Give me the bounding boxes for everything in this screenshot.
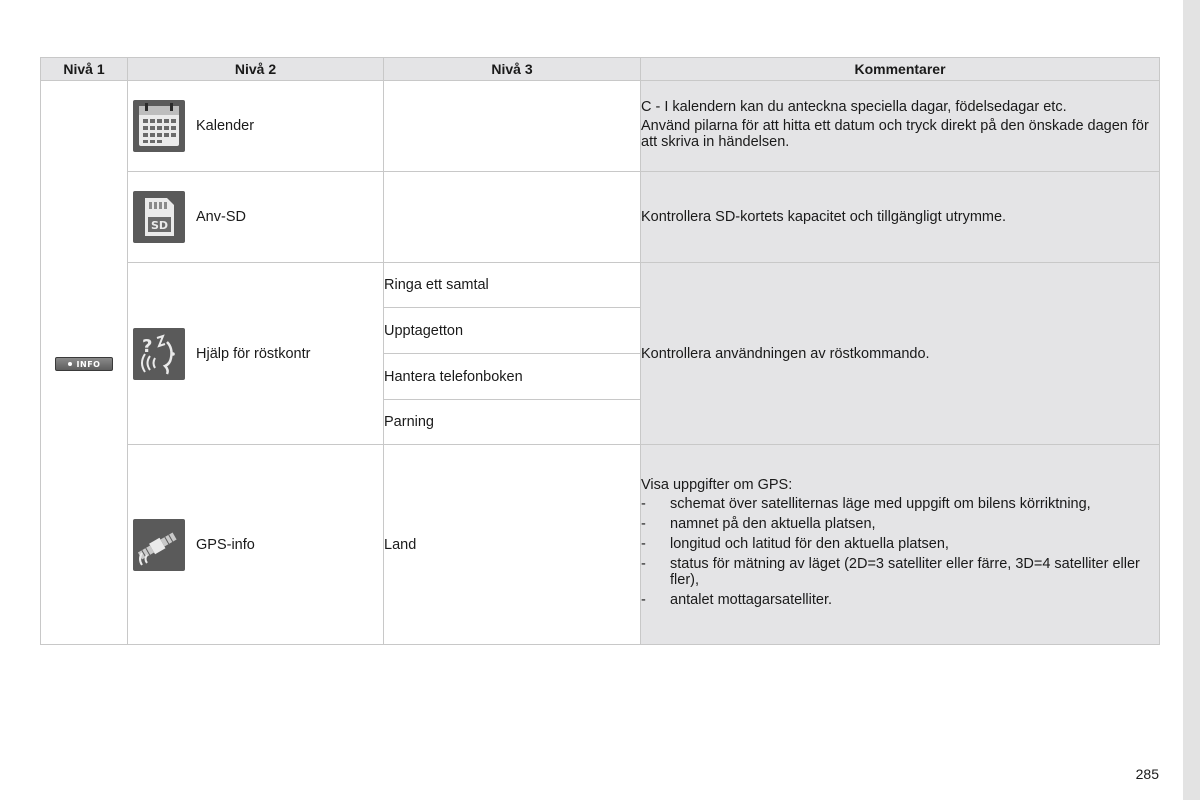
level3-voice-item-2[interactable]: Upptagetton xyxy=(384,308,641,354)
comment-calendar-line-1: C - I kalendern kan du anteckna speciella dagar, födelsedagar etc. xyxy=(641,99,1067,115)
table-row-voice-1 xyxy=(41,263,1160,308)
level2-gps-cell[interactable] xyxy=(128,445,384,645)
list-item-text: antalet mottagarsatelliter. xyxy=(670,592,833,608)
level3-voice-item-3[interactable]: Hantera telefonboken xyxy=(384,354,641,400)
level3-voice-item-4[interactable]: Parning xyxy=(384,400,641,445)
level2-calendar-cell[interactable] xyxy=(128,81,384,172)
level3-voice-item-1[interactable]: Ringa ett samtal xyxy=(384,263,641,308)
info-button-dot xyxy=(68,362,72,366)
level2-sd-cell[interactable] xyxy=(128,172,384,263)
info-button[interactable] xyxy=(55,357,113,371)
list-item xyxy=(641,536,1159,552)
svg-text:?: ? xyxy=(142,335,153,357)
table-row-sd xyxy=(41,172,1160,263)
list-item-text: status för mätning av läget (2D=3 satelliter eller färre, 3D=4 satelliter eller fler), xyxy=(670,556,1140,588)
dash-mark: - xyxy=(641,496,646,512)
comment-gps xyxy=(641,445,1160,645)
list-item-text: namnet på den aktuella platsen, xyxy=(670,516,876,532)
list-item-text: schemat över satelliternas läge med uppgift om bilens körriktning, xyxy=(670,496,1091,512)
comment-gps-intro: Visa uppgifter om GPS: xyxy=(641,477,793,493)
level2-calendar-label: Kalender xyxy=(196,118,255,134)
table-row-gps xyxy=(41,445,1160,645)
page-number: 285 xyxy=(1135,766,1159,782)
level2-sd-label: Anv-SD xyxy=(196,209,246,225)
comment-gps-list xyxy=(641,496,1159,608)
level3-calendar-empty xyxy=(384,81,641,172)
menu-levels-table xyxy=(40,57,1160,645)
dash-mark: - xyxy=(641,536,646,552)
level2-voice-label: Hjälp för röstkontr xyxy=(196,345,311,362)
level1-cell xyxy=(41,81,128,645)
header-level2: Nivå 2 xyxy=(128,58,384,81)
level3-gps-item[interactable]: Land xyxy=(384,445,641,645)
comment-sd: Kontrollera SD-kortets kapacitet och tillgängligt utrymme. xyxy=(641,172,1160,263)
voice-command-icon xyxy=(133,328,185,380)
list-item xyxy=(641,556,1159,588)
dash-mark: - xyxy=(641,592,646,608)
header-level3: Nivå 3 xyxy=(384,58,641,81)
level3-sd-empty xyxy=(384,172,641,263)
list-item xyxy=(641,516,1159,532)
table-row-calendar xyxy=(41,81,1160,172)
dash-mark: - xyxy=(641,556,646,572)
sd-card-icon xyxy=(133,191,185,243)
table-header-row xyxy=(41,58,1160,81)
svg-text:SD: SD xyxy=(150,219,169,232)
header-comments: Kommentarer xyxy=(641,58,1160,81)
level2-voice-cell[interactable] xyxy=(128,263,384,445)
list-item-text: longitud och latitud för den aktuella platsen, xyxy=(670,536,949,552)
calendar-icon xyxy=(133,100,185,152)
header-level1: Nivå 1 xyxy=(41,58,128,81)
list-item xyxy=(641,496,1159,512)
comment-calendar-line-2: Använd pilarna för att hitta ett datum och tryck direkt på den önskade dagen för att skriva in händelsen. xyxy=(641,118,1149,150)
comment-voice: Kontrollera användningen av röstkommando. xyxy=(641,263,1160,445)
satellite-icon xyxy=(133,519,185,571)
page-edge-strip xyxy=(1183,0,1200,800)
info-button-label: INFO xyxy=(76,359,101,369)
comment-calendar xyxy=(641,81,1160,172)
list-item xyxy=(641,592,1159,608)
level2-gps-label: GPS-info xyxy=(196,536,255,553)
dash-mark: - xyxy=(641,516,646,532)
